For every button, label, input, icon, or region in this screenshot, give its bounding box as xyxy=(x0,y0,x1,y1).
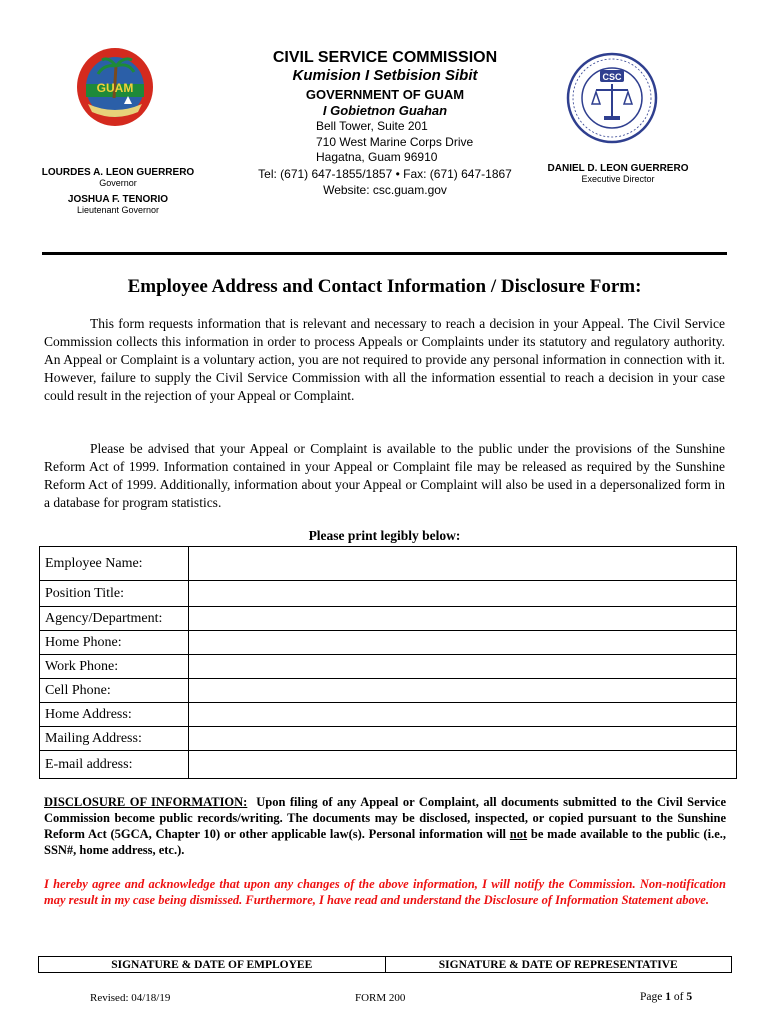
page-prefix: Page xyxy=(640,991,666,1003)
commission-name: CIVIL SERVICE COMMISSION xyxy=(272,49,498,66)
field-label: Agency/Department: xyxy=(40,607,189,631)
director-title: Executive Director xyxy=(581,174,655,184)
home-phone-input[interactable] xyxy=(188,631,736,655)
page-total: 5 xyxy=(686,991,693,1003)
revised-date: Revised: 04/18/19 xyxy=(90,992,171,1004)
table-row xyxy=(40,581,737,607)
form-number: FORM 200 xyxy=(355,992,406,1004)
svg-text:GUAM: GUAM xyxy=(96,81,134,95)
agency-department-input[interactable] xyxy=(188,607,736,631)
mailing-address-input[interactable] xyxy=(188,727,736,751)
representative-signature-label[interactable]: SIGNATURE & DATE OF REPRESENTATIVE xyxy=(385,957,732,973)
agency-header xyxy=(218,48,552,198)
disclosure-body-b: be made available to the public (i.e., SSN#, home address, etc.). xyxy=(44,827,726,857)
work-phone-input[interactable] xyxy=(188,655,736,679)
field-label: Position Title: xyxy=(40,581,189,607)
field-label: Employee Name: xyxy=(40,547,189,581)
svg-text:CSC: CSC xyxy=(602,72,622,82)
page-current: 1 xyxy=(665,991,671,1003)
signature-table xyxy=(38,956,732,973)
field-label: Work Phone: xyxy=(40,655,189,679)
governor-title: Governor xyxy=(99,178,137,188)
table-row xyxy=(40,727,737,751)
lt-governor-name: JOSHUA F. TENORIO xyxy=(67,194,169,205)
form-title: Employee Address and Contact Information / Disclosure Form: xyxy=(127,276,642,297)
government-name: GOVERNMENT OF GUAM xyxy=(305,87,465,102)
contact-info-table xyxy=(39,546,737,779)
table-row xyxy=(40,547,737,581)
address-line-3: Hagatna, Guam 96910 xyxy=(316,150,438,164)
print-legibly-heading: Please print legibly below: xyxy=(308,528,461,543)
table-row xyxy=(40,679,737,703)
lt-governor-block xyxy=(28,194,208,215)
intro-paragraph xyxy=(44,315,725,405)
field-label: Cell Phone: xyxy=(40,679,189,703)
sunshine-paragraph-text: Please be advised that your Appeal or Complaint is available to the public under the provisions of the Sunshine Reform Act of 1999. Information contained in your Appeal or Complaint file may be released as required by the Sunshine Reform Act of 1999. Additionally, information about your Appeal or Complaint will also be used in a depersonalized form in a database for program statistics. xyxy=(44,441,725,510)
field-label: Mailing Address: xyxy=(40,727,189,751)
agreement-statement: I hereby agree and acknowledge that upon any changes of the above information, I will notify the Commission. Non-notification may result in my case being dismissed. Furthermore, I have read and understand the Disclosure of Information Statement above. xyxy=(44,877,726,907)
disclosure-heading: DISCLOSURE OF INFORMATION: xyxy=(44,795,248,809)
disclosure-body-a: Upon filing of any Appeal or Complaint, all documents submitted to the Civil Service Commission become public records/writing. The documents may be disclosed, inspected, or copied pursuant to the Sunshine Reform Act (5GCA, Chapter 10) or other applicable law(s). Personal information will xyxy=(44,795,727,841)
address-line-1: Bell Tower, Suite 201 xyxy=(316,119,428,133)
government-local-name: I Gobietnon Guahan xyxy=(322,103,448,118)
address-line-2: 710 West Marine Corps Drive xyxy=(316,134,474,149)
employee-signature-label[interactable]: SIGNATURE & DATE OF EMPLOYEE xyxy=(39,957,386,973)
field-label: Home Phone: xyxy=(40,631,189,655)
governor-block xyxy=(28,167,208,188)
intro-paragraph-text: This form requests information that is relevant and necessary to reach a decision in your Appeal. The Civil Service Commission collects this information in order to process Appeals or Complaints under its statutory and regulatory authority. An Appeal or Complaint is a voluntary action, you are not required to provide any personal information in connection with it. However, failure to supply the Civil Service Commission with all the information essential to reach a decision in your case could result in the rejection of your Appeal or Complaint. xyxy=(44,316,725,403)
lt-governor-title: Lieutenant Governor xyxy=(76,205,160,215)
governor-name: LOURDES A. LEON GUERRERO xyxy=(41,167,195,178)
field-label: E-mail address: xyxy=(40,751,189,779)
email-address-input[interactable] xyxy=(188,751,736,779)
table-row xyxy=(40,703,737,727)
phone-fax: Tel: (671) 647-1855/1857 • Fax: (671) 647-1867 xyxy=(258,166,512,181)
position-title-input[interactable] xyxy=(188,581,736,607)
commission-local-name: Kumision I Setbision Sibit xyxy=(292,67,478,84)
page-number xyxy=(640,991,692,1003)
table-row xyxy=(40,751,737,779)
table-row xyxy=(40,655,737,679)
director-name: DANIEL D. LEON GUERRERO xyxy=(547,163,689,174)
field-label: Home Address: xyxy=(40,703,189,727)
website: Website: csc.guam.gov xyxy=(323,182,447,197)
disclosure-statement xyxy=(44,794,726,858)
csc-seal-logo xyxy=(566,52,658,144)
guam-seal-logo xyxy=(74,46,156,128)
home-address-input[interactable] xyxy=(188,703,736,727)
table-row xyxy=(40,607,737,631)
page-of: of xyxy=(670,991,687,1003)
cell-phone-input[interactable] xyxy=(188,679,736,703)
director-block xyxy=(538,163,698,184)
disclosure-not: not xyxy=(509,827,528,841)
header-divider xyxy=(42,252,727,255)
employee-name-input[interactable] xyxy=(188,547,736,581)
table-row xyxy=(40,631,737,655)
sunshine-paragraph xyxy=(44,440,725,512)
